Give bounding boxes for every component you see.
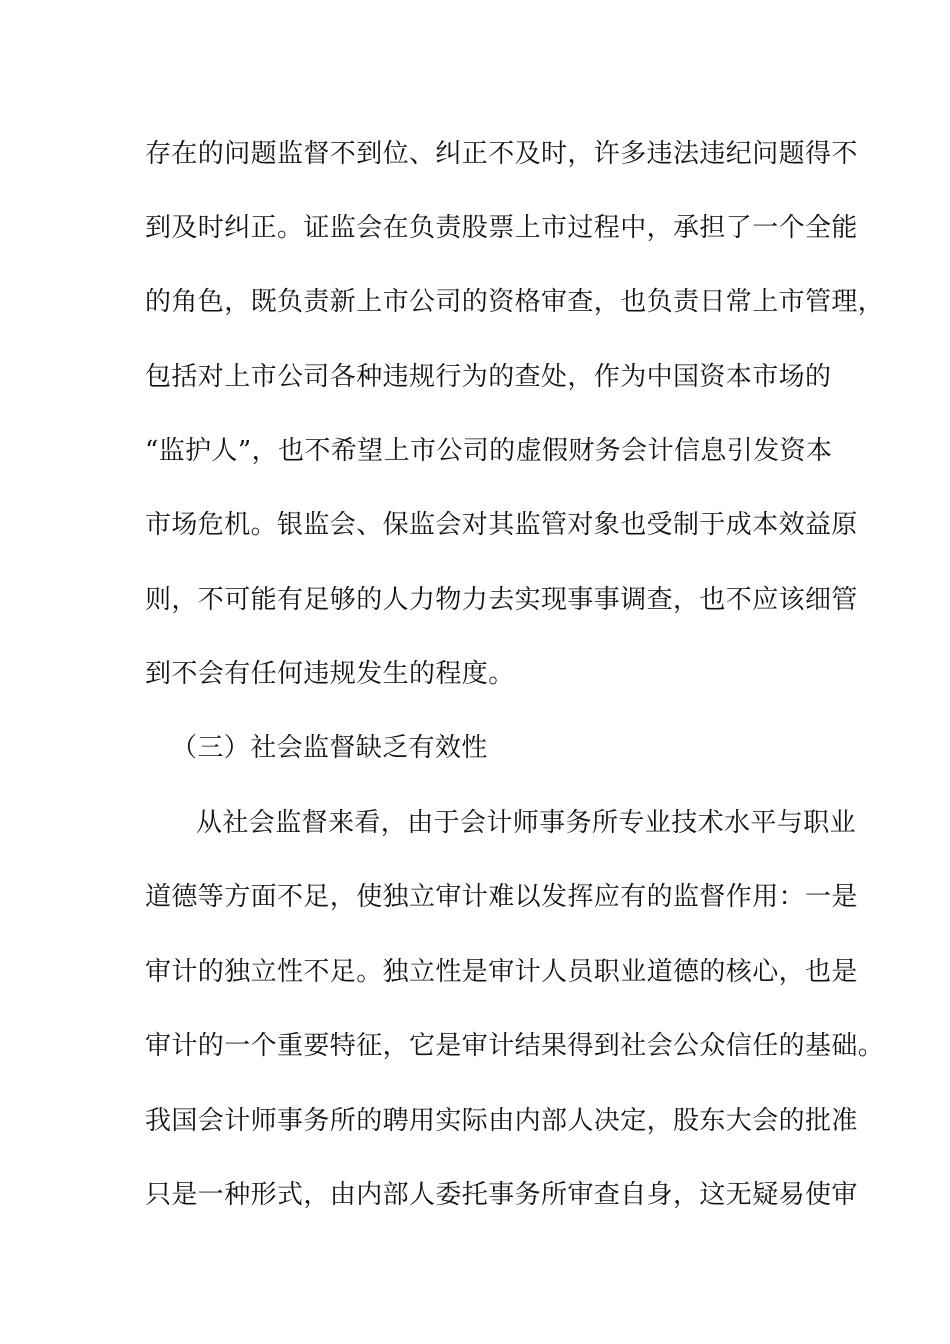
paragraph-2-line-5: 我国会计师事务所的聘用实际由内部人决定，股东大会的批准 [145,1106,858,1136]
paragraph-2-line-1: 从社会监督来看，由于会计师事务所专业技术水平与职业 [196,808,857,838]
paragraph-1-line-3: 的角色，既负责新上市公司的资格审查，也负责日常上市管理， [145,287,885,317]
paragraph-1-line-7: 则，不可能有足够的人力物力去实现事事调查，也不应该细管 [145,585,858,615]
paragraph-1-line-6: 市场危机。银监会、保监会对其监管对象也受制于成本效益原 [145,510,858,540]
paragraph-2-line-6: 只是一种形式，由内部人委托事务所审查自身，这无疑易使审 [145,1180,858,1210]
paragraph-1-line-4: 包括对上市公司各种违规行为的查处，作为中国资本市场的 [145,362,832,392]
paragraph-1-line-5: “监护人”，也不希望上市公司的虚假财务会计信息引发资本 [145,436,833,466]
paragraph-1-line-1: 存在的问题监督不到位、纠正不及时，许多违法违纪问题得不 [145,139,858,169]
paragraph-2-line-2: 道德等方面不足，使独立审计难以发挥应有的监督作用：一是 [145,882,858,912]
paragraph-1-line-2: 到及时纠正。证监会在负责股票上市过程中，承担了一个全能 [145,213,858,243]
paragraph-1-line-8: 到不会有任何违规发生的程度。 [145,659,515,689]
section-heading: （三）社会监督缺乏有效性 [171,733,488,763]
paragraph-2-line-4: 审计的一个重要特征，它是审计结果得到社会公众信任的基础。 [145,1031,885,1061]
paragraph-2-line-3: 审计的独立性不足。独立性是审计人员职业道德的核心，也是 [145,957,858,987]
